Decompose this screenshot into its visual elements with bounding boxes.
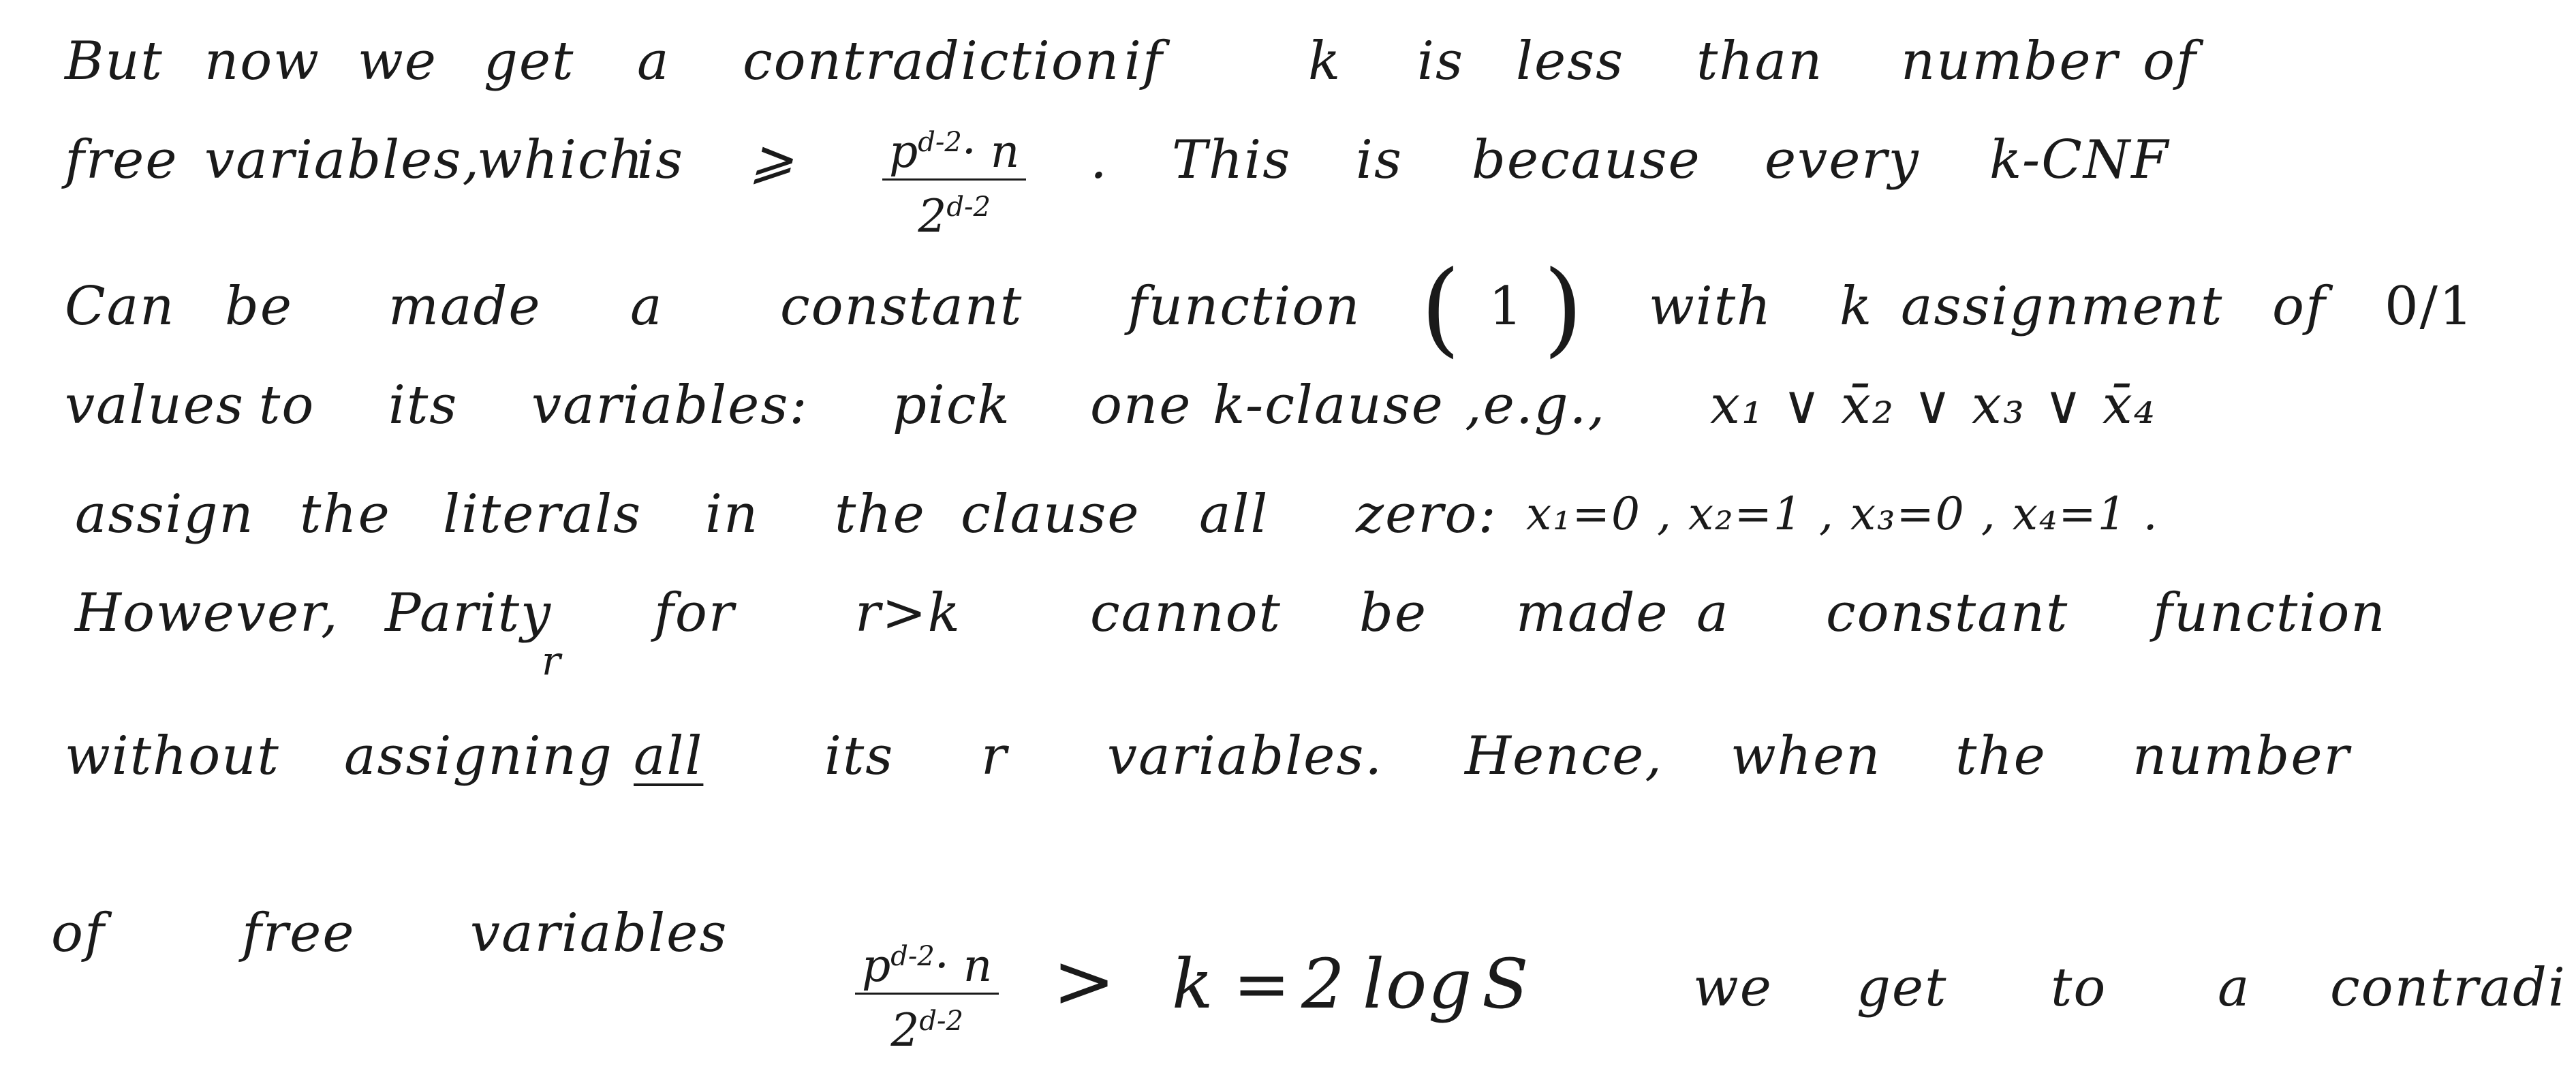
word: ,e.g., [1465, 375, 1607, 436]
fraction-numerator: $p^{d-2}\cdot n$ [855, 930, 999, 995]
word: of [2272, 276, 2327, 337]
word: assigning [344, 726, 613, 787]
word: its [824, 726, 895, 787]
word: without [65, 726, 280, 787]
greater-than: > [1053, 937, 1117, 1025]
word: a [2218, 957, 2251, 1018]
word: constant [780, 276, 1023, 337]
text-line-2 [0, 126, 2576, 269]
text-line-1 [0, 27, 2576, 129]
word: variables, [204, 129, 481, 191]
word: contradi [2330, 957, 2566, 1018]
word: to [259, 375, 315, 436]
number-one: 1 [1489, 276, 1524, 337]
word: is [1356, 129, 1403, 191]
word: However, [75, 582, 339, 644]
text-line-4 [0, 371, 2576, 473]
word: every [1765, 129, 1920, 191]
word: get [1857, 957, 1948, 1018]
word: function [1128, 276, 1361, 337]
word: now [204, 31, 320, 92]
word: is [1417, 31, 1464, 92]
word: free [65, 129, 179, 191]
word: if [1124, 31, 1164, 92]
underlined-word: all [634, 726, 704, 787]
word: all [1199, 484, 1269, 545]
word: a [1696, 582, 1730, 644]
assignment-formula: x₁=0 , x₂=1 , x₃=0 , x₄=1 . [1526, 488, 2159, 540]
word: variables [470, 903, 728, 964]
word: made [1516, 582, 1669, 644]
word: be [1359, 582, 1428, 644]
text-line-8 [0, 899, 2576, 1056]
word: 2 [1301, 944, 1346, 1024]
word: function [2153, 582, 2387, 644]
word: 0/1 [2385, 276, 2474, 337]
parity-word: Parity r [385, 579, 552, 647]
word: But [65, 31, 164, 92]
word: clause [961, 484, 1140, 545]
word: for [654, 582, 736, 644]
close-paren: ) [1543, 249, 1585, 368]
word: because [1472, 129, 1701, 191]
word: zero: [1356, 484, 1498, 545]
word: constant [1826, 582, 2069, 644]
word: S [1482, 944, 1530, 1024]
text-line-6 [0, 579, 2576, 702]
word: one [1090, 375, 1192, 436]
word: less [1516, 31, 1625, 92]
word: log [1363, 944, 1474, 1024]
word: of [2143, 31, 2197, 92]
word: k [1172, 944, 1215, 1024]
word: k [1308, 31, 1342, 92]
fraction-p-n-over-2 [855, 930, 999, 1057]
word: number [2132, 726, 2350, 787]
word: Can [65, 276, 176, 337]
word: get [484, 31, 575, 92]
word: literals [443, 484, 642, 545]
word: number [1901, 31, 2119, 92]
word: pick [893, 375, 1011, 436]
word: Hence, [1465, 726, 1664, 787]
word: assignment [1901, 276, 2224, 337]
word: free [242, 903, 356, 964]
word: r>k [855, 582, 961, 644]
word: its [388, 375, 459, 436]
word: k-CNF [1989, 129, 2170, 191]
fraction-denominator: 2$^{d-2}$ [890, 1004, 963, 1057]
open-paren: ( [1421, 249, 1462, 368]
word: contradiction [743, 31, 1121, 92]
word: which [477, 129, 645, 191]
word: values [65, 375, 245, 436]
word: k [1840, 276, 1874, 337]
word: k-clause [1213, 375, 1444, 436]
text-line-7 [0, 722, 2576, 824]
word: r [981, 726, 1008, 787]
word: assign [75, 484, 255, 545]
geq-symbol: ⩾ [749, 129, 796, 191]
word: of [51, 903, 106, 964]
word: we [358, 31, 437, 92]
clause-formula: x₁ ∨ x̄₂ ∨ x₃ ∨ x̄₄ [1710, 375, 2157, 436]
word: a [637, 31, 670, 92]
word: made [388, 276, 542, 337]
word: variables: [531, 375, 809, 436]
word: to [2051, 957, 2107, 1018]
word: be [225, 276, 294, 337]
fraction-denominator: 2$^{d-2}$ [918, 190, 991, 243]
word: variables. [1107, 726, 1384, 787]
word: This [1172, 129, 1292, 191]
word: cannot [1090, 582, 1282, 644]
text-line-5 [0, 480, 2576, 582]
word: a [630, 276, 664, 337]
word: we [1693, 957, 1773, 1018]
word: when [1731, 726, 1882, 787]
word: the [300, 484, 391, 545]
word: the [1955, 726, 2047, 787]
word: with [1649, 276, 1773, 337]
word: the [835, 484, 926, 545]
text-line-3 [0, 249, 2576, 375]
fraction-p-n-over-2 [882, 116, 1026, 243]
word: in [705, 484, 760, 545]
parity-subscript: r [542, 638, 562, 684]
word: is [637, 129, 684, 191]
equals: = [1233, 944, 1292, 1024]
word: than [1696, 31, 1824, 92]
fraction-numerator: $p^{d-2}\cdot n$ [882, 116, 1026, 181]
period: . [1090, 129, 1108, 191]
